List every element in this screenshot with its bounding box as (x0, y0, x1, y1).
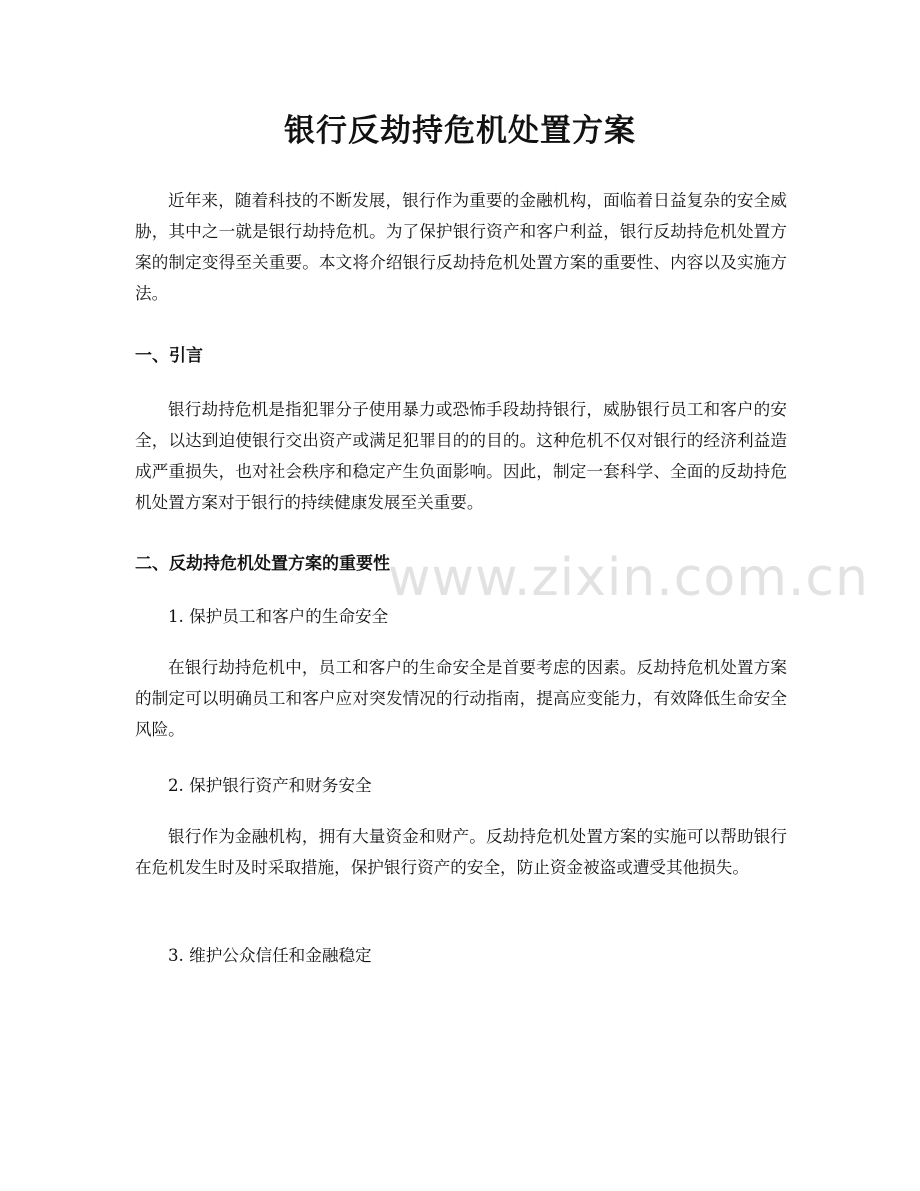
intro-paragraph: 近年来，随着科技的不断发展，银行作为重要的金融机构，面临着日益复杂的安全威胁，其中之一就是银行劫持危机。为了保护银行资产和客户利益，银行反劫持危机处置方案的制定变得至关重要。本文将介绍银行反劫持危机处置方案的重要性、内容以及实施方法。 (135, 191, 787, 303)
section-heading-introduction: 一、引言 (135, 346, 203, 366)
subitem-paragraph-1: 在银行劫持危机中，员工和客户的生命安全是首要考虑的因素。反劫持危机处置方案的制定可以明确员工和客户应对突发情况的行动指南，提高应变能力，有效降低生命安全风险。 (135, 658, 787, 739)
introduction-paragraph: 银行劫持危机是指犯罪分子使用暴力或恐怖手段劫持银行，威胁银行员工和客户的安全，以达到迫使银行交出资产或满足犯罪目的的目的。这种危机不仅对银行的经济利益造成严重损失，也对社会秩序和稳定产生负面影响。因此，制定一套科学、全面的反劫持危机处置方案对于银行的持续健康发展至关重要。 (135, 400, 787, 512)
subitem-title-2: 2. 保护银行资产和财务安全 (168, 776, 372, 795)
subitem-paragraph-2: 银行作为金融机构，拥有大量资金和财产。反劫持危机处置方案的实施可以帮助银行在危机发生时及时采取措施，保护银行资产的安全，防止资金被盗或遭受其他损失。 (135, 827, 787, 877)
subitem-title-3: 3. 维护公众信任和金融稳定 (168, 946, 372, 965)
watermark: www.zixin.com.cn (388, 548, 869, 608)
document-title: 银行反劫持危机处置方案 (284, 113, 636, 149)
section-heading-importance: 二、反劫持危机处置方案的重要性 (135, 554, 390, 574)
subitem-title-1: 1. 保护员工和客户的生命安全 (168, 607, 389, 626)
